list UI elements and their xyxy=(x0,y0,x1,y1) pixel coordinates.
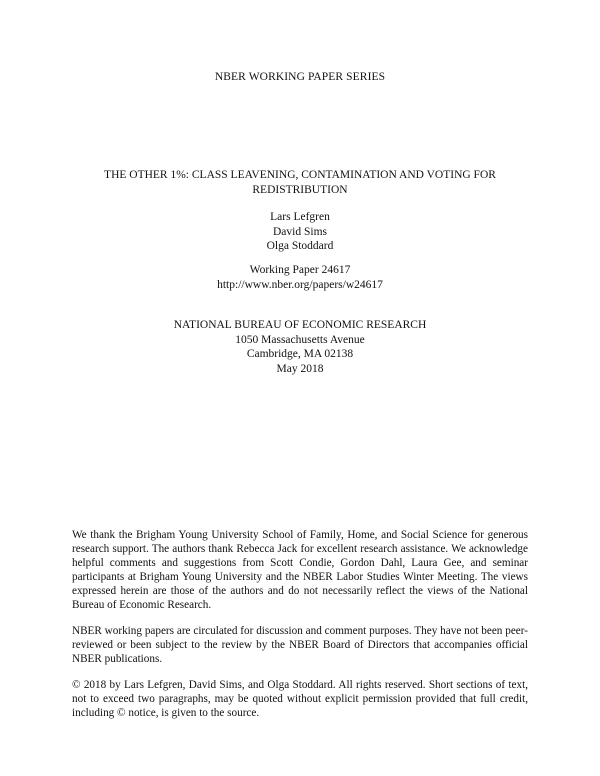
paper-title: THE OTHER 1%: CLASS LEAVENING, CONTAMINATION AND VOTING FOR REDISTRIBUTION xyxy=(104,169,496,196)
author-name: Lars Lefgren xyxy=(270,211,330,223)
institution-block xyxy=(0,318,600,376)
disclaimer-paragraph: NBER working papers are circulated for discussion and comment purposes. They have not been peer-reviewed or been subject to the review by the NBER Board of Directors that accompanies official NBER publications. xyxy=(72,625,528,665)
publication-date: May 2018 xyxy=(276,362,324,375)
author-list xyxy=(0,210,600,254)
acknowledgements-paragraph: We thank the Brigham Young University School of Family, Home, and Social Science for generous research support. The authors thank Rebecca Jack for excellent research assistance. We acknowledge helpful comments and suggestions from Scott Condie, Gordon Dahl, Laura Gee, and seminar participants at Brigham Young University and the NBER Labor Studies Winter Meeting. The views expressed herein are those of the authors and do not necessarily reflect the views of the National Bureau of Economic Research. xyxy=(72,529,528,611)
series-label: NBER WORKING PAPER SERIES xyxy=(214,71,386,83)
author-name: Olga Stoddard xyxy=(266,240,334,252)
working-paper-info xyxy=(0,263,600,292)
address-line-2: Cambridge, MA 02138 xyxy=(246,348,354,360)
copyright-paragraph: © 2018 by Lars Lefgren, David Sims, and Olga Stoddard. All rights reserved. Short sections of text, not to exceed two paragraphs, may be quoted without explicit permission provided that full credit, including © notice, is given to the source. xyxy=(72,679,528,719)
paper-url[interactable]: http://www.nber.org/papers/w24617 xyxy=(217,278,383,291)
author-name: David Sims xyxy=(273,225,327,238)
working-paper-number: Working Paper 24617 xyxy=(249,264,351,276)
address-line-1: 1050 Massachusetts Avenue xyxy=(235,333,365,346)
institution-name: NATIONAL BUREAU OF ECONOMIC RESEARCH xyxy=(173,319,427,331)
